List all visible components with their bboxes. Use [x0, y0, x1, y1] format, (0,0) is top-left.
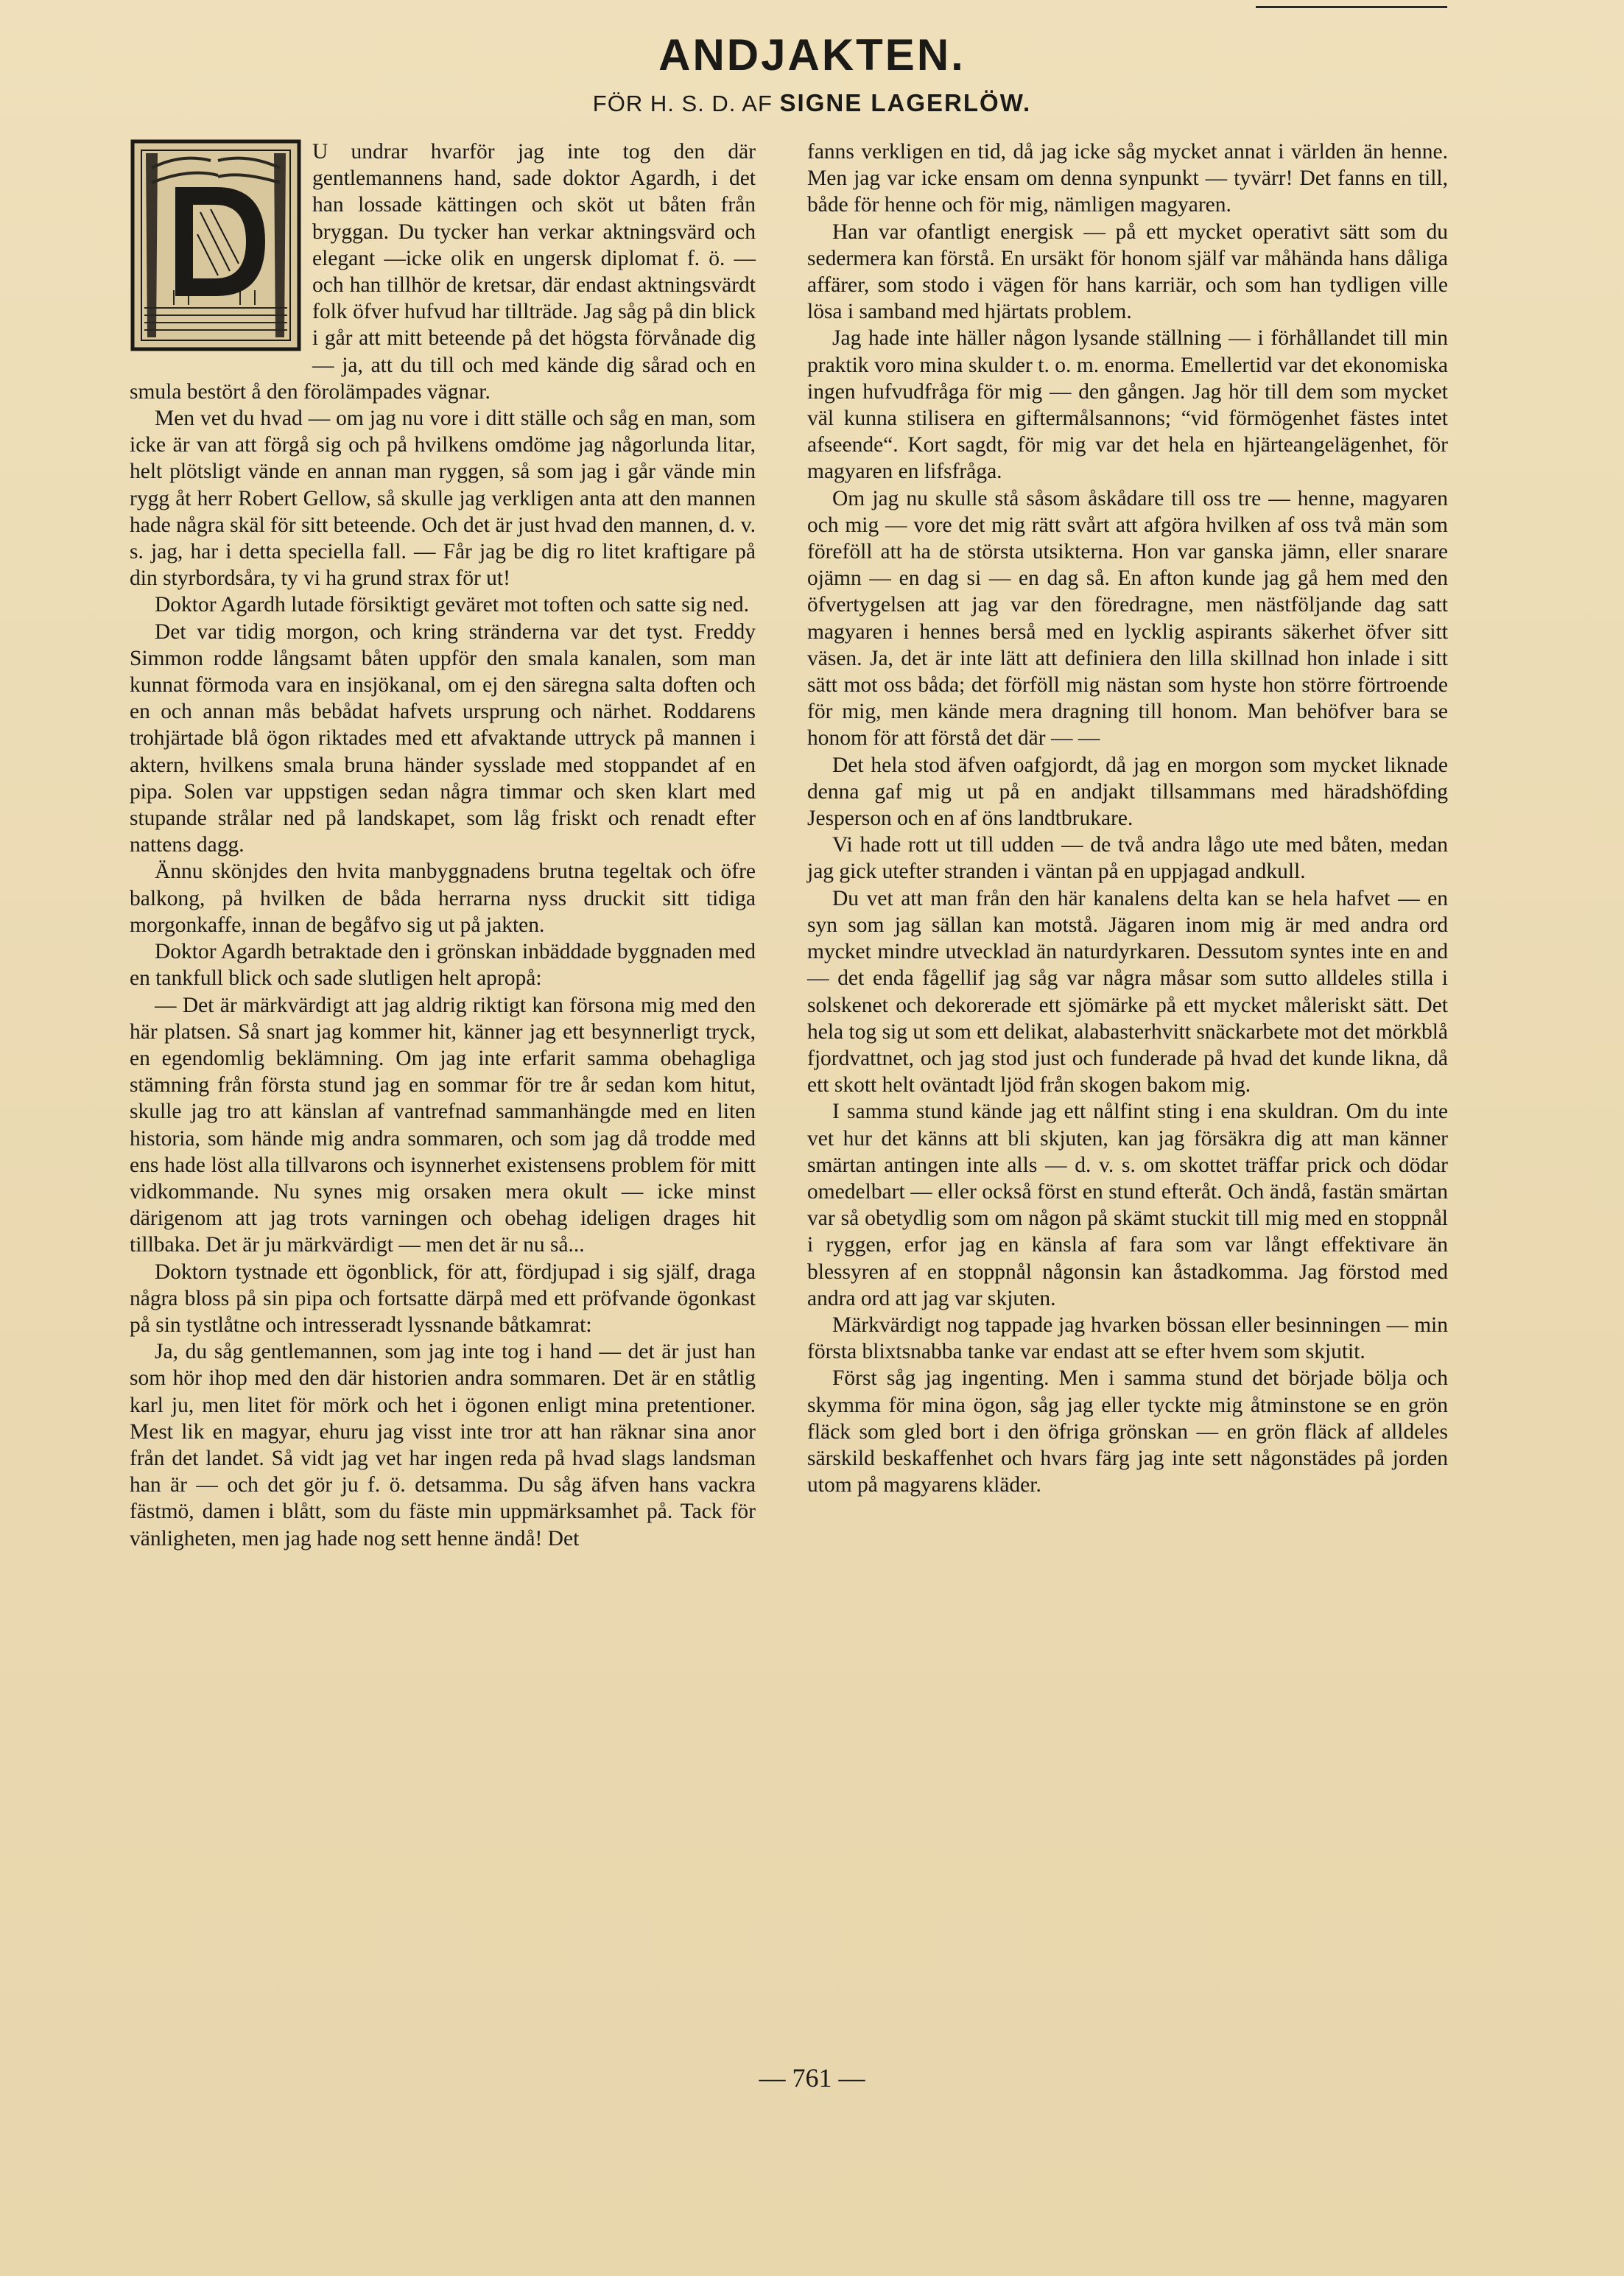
paragraph: Doktor Agardh lutade försiktigt geväret mot toften och satte sig ned.: [155, 593, 749, 617]
paragraph: Doktorn tystnade ett ögonblick, för att, fördjupad i sig själf, draga några bloss på sin pipa och fortsatte därpå med ett pröfvande ögonkast på sin tystlåtne och intresseradt lyssnande båtkamrat:: [130, 1260, 756, 1337]
byline-prefix: FÖR H. S. D. AF: [592, 91, 773, 116]
paragraph: Ännu skönjdes den hvita manbyggnadens brutna tegeltak och öfre balkong, på hvilken de båda herrarna nyss druckit sitt tidiga morgonkaffe, innan de begåfvo sig ut på jakten.: [130, 860, 756, 937]
dropcap-illustration: [130, 138, 302, 352]
left-column: [130, 138, 756, 2033]
article-header: [0, 28, 1624, 119]
paragraph: Doktor Agardh betraktade den i grönskan inbäddade byggnaden med en tankfull blick och sade slutligen helt apropå:: [130, 940, 756, 991]
paragraph: fanns verkligen en tid, då jag icke såg mycket annat i världen än henne. Men jag var icke ensam om denna synpunkt — tyvärr! Det fanns en till, både för henne och för mig, nämligen magyaren.: [807, 140, 1448, 217]
paragraph: Ja, du såg gentlemannen, som jag inte tog i hand — det är just han som hör ihop med den där historien andra sommaren. Det är en ståtlig karl ju, men litet för mörk och het i ögonen enligt mina pretentioner. Mest lik en magyar, ehuru jag visst inte tror att han räknar sina anor från det landet. Så vidt jag vet har ingen reda på hvad slags landsman han är — och det gör ju f. ö. detsamma. Du såg äfven hans vackra fästmö, damen i blått, som du fäste min uppmärksamhet på. Tack för vänligheten, men jag hade nog sett henne ändå! Det: [130, 1340, 756, 1550]
page-number: — 761 —: [759, 2063, 865, 2093]
top-rule: [1256, 0, 1447, 8]
paragraph: Han var ofantligt energisk — på ett mycket operativt sätt som du sedermera kan förstå. En ursäkt för honom själf var måhända hans dåliga affärer, som stodo i vägen för hans karriär, och som han tydligen ville lösa i samband med hjärtats problem.: [807, 219, 1448, 324]
paragraph: Märkvärdigt nog tappade jag hvarken bössan eller besinningen — min första blixtsnabba tanke var endast att se efter hvem som skjutit.: [807, 1313, 1448, 1364]
paragraph: — Det är märkvärdigt att jag aldrig riktigt kan försona mig med den här platsen. Så snart jag kommer hit, känner jag ett besynnerligt tryck, en egendomlig beklämning. Om jag inte erfarit samma obehagliga stämning från första stund jag en sommar för tre år sedan kom hitut, skulle jag tro att känslan af vantrefnad sammanhängde med en liten historia, som hände mig andra sommaren, och som jag då trodde med ens hade löst alla tillvarons och isynnerhet existensens problem för mitt vidkommande. Nu synes mig orsaken mera okult — icke minst därigenom att jag trots varningen och obehag ideligen drages hit tillbaka. Det är ju märkvärdigt — men det är nu så...: [130, 993, 756, 1257]
paragraph: Men vet du hvad — om jag nu vore i ditt ställe och såg en man, som icke är van att förgå sig och på hvilkens omdöme jag någorlunda litar, helt plötsligt vände en annan man ryggen, så som jag i går vände min rygg åt herr Robert Gellow, så skulle jag verkligen anta att den mannen hade några skäl för sitt beteende. Och det är just hvad den mannen, d. v. s. jag, har i detta speciella fall. — Får jag be dig ro litet kraftigare på din styrbordsåra, ty vi ha grund strax för ut!: [130, 407, 756, 591]
paragraph: Jag hade inte häller någon lysande ställning — i förhållandet till min praktik voro mina skulder t. o. m. enorma. Emellertid var det ekonomiska ingen hufvudfråga för mig — den gången. Jag hör till dem som mycket väl kunna stilisera en giftermålsannons; “vid förmögenhet fästes intet afseende“. Kort sagdt, för mig var det hela en hjärteangelägenhet, för magyaren en lifsfråga.: [807, 326, 1448, 484]
paragraph: Vi hade rott ut till udden — de två andra lågo ute med båten, medan jag gick utefter stranden i väntan på en uppjagad andkull.: [807, 833, 1448, 884]
paragraph: Först såg jag ingenting. Men i samma stund det började bölja och skymma för mina ögon, såg jag eller tyckte mig åtminstone se en grön fläck som gled bort i den öfriga grönskan — en grön fläck af alldeles särskild beskaffenhet och hvars färg jag inte sett någonstädes på jorden utom på magyarens kläder.: [807, 1366, 1448, 1497]
paragraph: Det hela stod äfven oafgjordt, då jag en morgon som mycket liknade denna gaf mig ut på en andjakt tillsammans med häradshöfding Jesperson och en af öns landtbrukare.: [807, 753, 1448, 831]
dropcap-letter: D: [216, 256, 217, 257]
paragraph: I samma stund kände jag ett nålfint sting i ena skuldran. Om du inte vet hur det känns att bli skjuten, kan jag försäkra dig att man känner smärtan antingen inte alls — d. v. s. om skottet träffar prick och dödar omedelbart — eller också först en stund efteråt. Och ändå, fastän smärtan var så obetydlig som om någon på skämt stuckit till mig med en stoppnål i ryggen, erfor jag en känsla af fara som var långt effektivare än blessyren af en stoppnål någonsin kan åstadkomma. Jag förstod med andra ord att jag var skjuten.: [807, 1100, 1448, 1310]
dropcap-d-icon: [130, 138, 302, 352]
paragraph: Det var tidig morgon, och kring stränderna var det tyst. Freddy Simmon rodde långsamt båten uppför den smala kanalen, som man kunnat förmoda vara en insjökanal, om ej den säregna salta doften och en och annan mås bebådat hafvets ursprung och närhet. Roddarens trohjärtade blå ögon riktades med ett afvaktande uttryck på mannen i aktern, hvilkens smala bruna händer sysslade med stoppandet af en pipa. Solen var uppstigen sedan några timmar och sken klart med stupande strålar ned på landskapet, som låg friskt och renadt efter nattens dagg.: [130, 619, 756, 857]
right-column: [807, 138, 1448, 2033]
paragraph: U undrar hvarför jag inte tog den där gentlemannens hand, sade doktor Agardh, i det han lossade kättingen och sköt ut båten från bryggan. Du tycker han verkar aktningsvärd och elegant —icke olik en ungersk diplomat f. ö. — och han tillhör de kretsar, där endast aktningsvärdt folk öfver hufvud har tillträde. Jag såg på din blick i går att mitt beteende på det högsta förvånade dig — ja, att du till och med kände dig sårad och en smula bestört å den förolämpades vägnar.: [130, 140, 756, 404]
byline-author: SIGNE LAGERLÖW.: [779, 89, 1032, 116]
paragraph: Du vet att man från den här kanalens delta kan se hela hafvet — en syn som jag sällan kan motstå. Jägaren inom mig är med andra ord mycket mindre utvecklad än naturdyrkaren. Dessutom syntes inte en and — det enda fågellif jag såg var några måsar som sutto alldeles stilla i solskenet och dekorerade ett sjömärke på ett mycket måleriskt sätt. Det hela tog sig ut som ett delikat, alabasterhvitt snäckarbete mot det mörkblå fjordvattnet, och jag stod just och funderade på hvad det kunde likna, då ett skott helt oväntadt ljöd från skogen bakom mig.: [807, 886, 1449, 1097]
article-byline: [0, 88, 1624, 119]
paragraph: Om jag nu skulle stå såsom åskådare till oss tre — henne, magyaren och mig — vore det mig rätt svårt att afgöra hvilken af oss två män som föreföll att ha de största utsikterna. Hon var ganska jämn, eller snarare ojämn — en dag si — en dag så. En afton kunde jag gå hem med den öfvertygelsen att jag var den föredragne, men nästföljande dag satt magyaren i hennes berså med en lycklig aspirants säkerhet öfver sitt väsen. Ja, det är inte lätt att definiera den lilla skillnad hon inlade i sitt sätt mot oss båda; det förföll mig nästan som hyste hon större förtroende för mig, men kände mera dragning till honom. Man behöfver bara se honom för att förstå det där — —: [807, 486, 1448, 751]
article-title: ANDJAKTEN.: [658, 30, 966, 80]
